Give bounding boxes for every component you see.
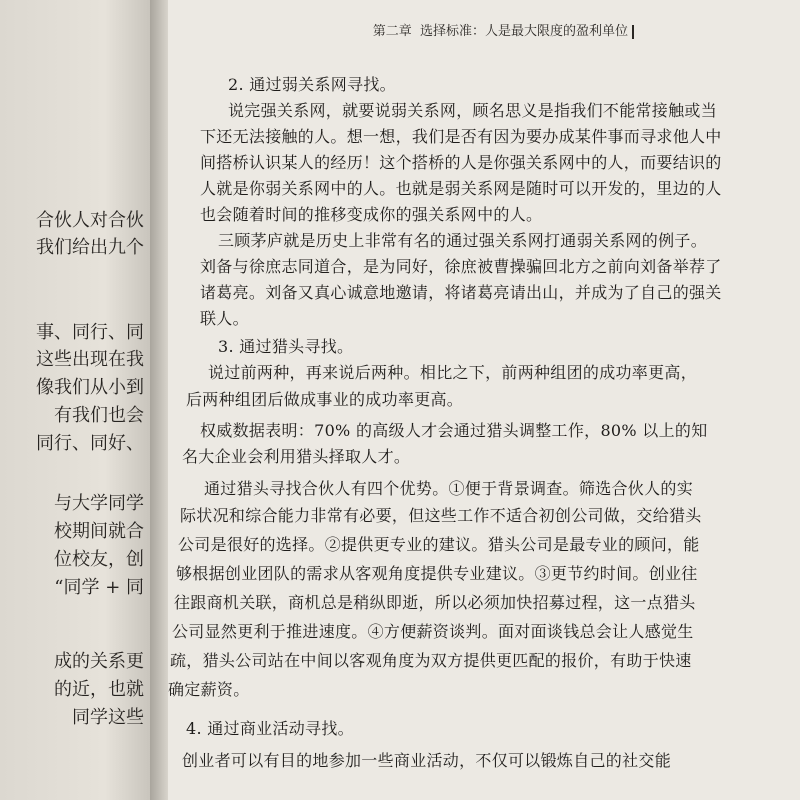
- body-line: 三顾茅庐就是历史上非常有名的通过强关系网打通弱关系网的例子。: [218, 231, 708, 250]
- left-line: 事、同行、同: [36, 322, 144, 343]
- body-line: 往跟商机关联，商机总是稍纵即逝，所以必须加快招募过程，这一点猎头: [174, 593, 696, 612]
- left-line: 有我们也会: [54, 405, 144, 426]
- left-page: [0, 0, 150, 800]
- left-line: 校期间就合: [54, 521, 144, 542]
- body-line: 权威数据表明：70% 的高级人才会通过猎头调整工作，80% 以上的知: [200, 421, 708, 440]
- body-line: 后两种组团后做成事业的成功率更高。: [186, 390, 464, 409]
- body-line: 际状况和综合能力非常有必要，但这些工作不适合初创公司做，交给猎头: [180, 506, 702, 525]
- body-line: 说完强关系网，就要说弱关系网，顾名思义是指我们不能常接触或当: [228, 101, 718, 120]
- left-line: 成的关系更: [54, 651, 144, 672]
- book-gutter: [150, 0, 168, 800]
- running-header: [254, 20, 634, 39]
- header-divider: [632, 25, 634, 39]
- body-line: 公司是很好的选择。②提供更专业的建议。猎头公司是最专业的顾问，能: [178, 535, 700, 554]
- chapter-title: 选择标准：人是最大限度的盈利单位: [419, 24, 628, 39]
- left-line: 与大学同学: [54, 493, 144, 514]
- left-line: 像我们从小到: [36, 377, 144, 398]
- body-line: 名大企业会利用猎头择取人才。: [182, 447, 411, 466]
- section-heading: 3. 通过猎头寻找。: [218, 337, 354, 356]
- body-line: 间搭桥认识某人的经历！这个搭桥的人是你强关系网中的人，而要结识的: [200, 153, 722, 172]
- left-line: 合伙人对合伙: [36, 210, 144, 231]
- left-line: 同学这些: [72, 707, 144, 728]
- body-line: 通过猎头寻找合伙人有四个优势。①便于背景调查。筛选合伙人的实: [204, 479, 694, 498]
- left-line: 这些出现在我: [36, 349, 144, 370]
- body-line: 下还无法接触的人。想一想，我们是否有因为要办成某件事而寻求他人中: [200, 127, 722, 146]
- left-line: “同学 + 同: [54, 577, 144, 598]
- body-line: 也会随着时间的推移变成你的强关系网中的人。: [200, 205, 543, 224]
- body-line: 创业者可以有目的地参加一些商业活动，不仅可以锻炼自己的社交能: [182, 751, 672, 770]
- body-line: 确定薪资。: [168, 680, 250, 699]
- chapter-label: 第二章: [372, 24, 412, 39]
- section-heading: 2. 通过弱关系网寻找。: [228, 75, 396, 94]
- body-line: 人就是你弱关系网中的人。也就是弱关系网是随时可以开发的，里边的人: [200, 179, 722, 198]
- body-line: 刘备与徐庶志同道合，是为同好，徐庶被曹操骗回北方之前向刘备举荐了: [200, 257, 722, 276]
- body-line: 疏，猎头公司站在中间以客观角度为双方提供更匹配的报价，有助于快速: [170, 651, 692, 670]
- left-line: 我们给出九个: [36, 237, 144, 258]
- left-line: 位校友，创: [54, 549, 144, 570]
- left-line: 同行、同好、: [36, 433, 144, 454]
- body-line: 够根据创业团队的需求从客观角度提供专业建议。③更节约时间。创业往: [176, 564, 698, 583]
- body-line: 诸葛亮。刘备又真心诚意地邀请，将诸葛亮请出山，并成为了自己的强关: [200, 283, 722, 302]
- left-line: 的近，也就: [54, 679, 144, 700]
- body-line: 说过前两种，再来说后两种。相比之下，前两种组团的成功率更高，: [208, 363, 698, 382]
- body-line: 公司显然更利于推进速度。④方便薪资谈判。面对面谈钱总会让人感觉生: [172, 622, 694, 641]
- section-heading: 4. 通过商业活动寻找。: [186, 719, 354, 738]
- body-line: 联人。: [200, 309, 249, 328]
